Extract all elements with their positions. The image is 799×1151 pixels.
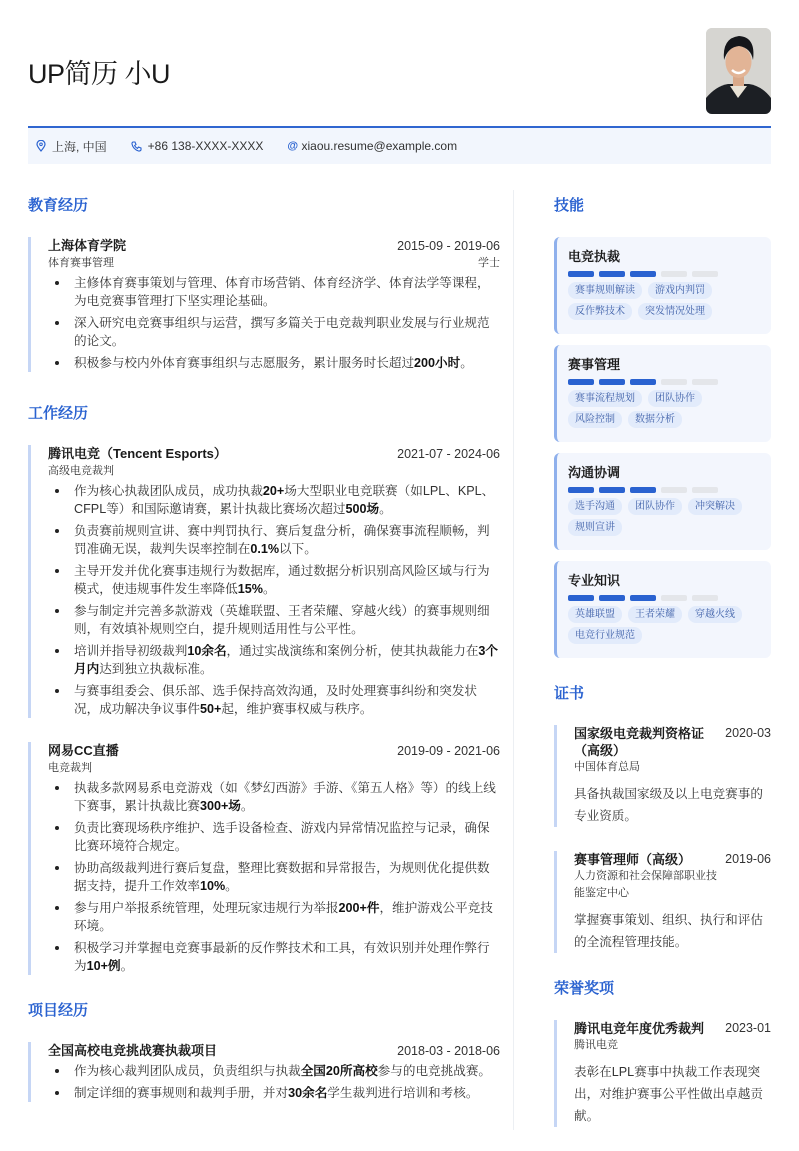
entry-date: 2023-01: [725, 1021, 771, 1035]
entry-title: 国家级电竞裁判资格证（高级）: [574, 726, 705, 758]
skill-level-bar: [568, 487, 761, 493]
entry-date: 2018-03 - 2018-06: [397, 1044, 500, 1058]
skill-tags: [568, 282, 761, 320]
skill-level-bar: [568, 271, 761, 277]
bullet-list: [48, 482, 500, 718]
skill-tag: 游戏内判罚: [648, 282, 712, 299]
bullet-list: [48, 779, 500, 975]
entry-header: [48, 237, 500, 255]
entry-header: [574, 851, 771, 868]
bullet-item: [48, 274, 500, 310]
bullet-text: 参与制定并完善多款游戏（英雄联盟、王者荣耀、穿越火线）的赛事规则细则，有效填补规则空白，提升规则适用性与公平性。: [74, 604, 490, 636]
level-segment: [630, 271, 656, 277]
highlight-text: 全国20所高校: [300, 1064, 378, 1078]
bullet-item: [48, 859, 500, 895]
highlight-text: 10+例: [86, 959, 121, 973]
level-segment: [630, 487, 656, 493]
entry-subtitle: 高级电竞裁判: [48, 465, 114, 477]
entry-subtitle: 体育赛事管理: [48, 257, 114, 269]
section-heading: 工作经历: [28, 405, 89, 422]
bullet-item: [48, 482, 500, 518]
bullet-list: [48, 274, 500, 372]
contact-email[interactable]: xiaou.resume@example.com: [301, 139, 458, 153]
entry-title: 网易CC直播: [48, 743, 119, 758]
entry-subheader: [48, 463, 500, 480]
skill-name: 电竞执裁: [568, 249, 621, 264]
bullet-text: ，通过实战演练和案例分析，使其执裁能力在: [226, 644, 479, 658]
level-segment: [599, 487, 625, 493]
bullet-text: 制定详细的赛事规则和裁判手册，并对: [74, 1086, 289, 1100]
bullet-item: [48, 354, 500, 372]
entry-title: 上海体育学院: [48, 238, 127, 253]
skill-tag: 电竞行业规范: [568, 627, 642, 644]
entry-title: 腾讯电竞（Tencent Esports）: [48, 446, 227, 461]
entry: [28, 742, 500, 975]
highlight-text: 3个月内: [74, 644, 499, 676]
highlight-text: 20+: [262, 484, 285, 498]
entry-issuer: 中国体育总局: [574, 761, 640, 773]
level-segment: [692, 271, 718, 277]
email-icon: @: [287, 140, 299, 152]
entry-date: 2019-09 - 2021-06: [397, 744, 500, 758]
skill-tag: 穿越火线: [688, 606, 742, 623]
entry-header: [48, 1042, 500, 1060]
level-segment: [661, 595, 687, 601]
section-heading: 教育经历: [28, 197, 89, 214]
bullet-item: [48, 819, 500, 855]
entry-title: 赛事管理师（高级）: [574, 852, 692, 867]
skill-tag: 选手沟通: [568, 498, 622, 515]
bullet-item: [48, 602, 500, 638]
bullet-item: [48, 522, 500, 558]
bullet-text: 积极学习并掌握电竞赛事最新的反作弊技术和工具，有效识别并处理作弊行为: [74, 941, 490, 973]
entry-description: 具备执裁国家级及以上电竞赛事的专业资质。: [574, 787, 763, 823]
highlight-text: 200小时: [414, 356, 461, 370]
highlight-text: 50+: [199, 702, 222, 716]
bullet-text: 负责比赛现场秩序维护、选手设备检查、游戏内异常情况监控与记录，确保比赛环境符合规定。: [74, 821, 490, 853]
bullet-item: [48, 314, 500, 350]
section-heading: 证书: [554, 685, 585, 702]
skill-tag: 赛事流程规划: [568, 390, 642, 407]
entry-subtitle: 电竞裁判: [48, 762, 92, 774]
skill-level-bar: [568, 379, 761, 385]
skill-name: 赛事管理: [568, 357, 621, 372]
bullet-item: [48, 779, 500, 815]
level-segment: [661, 487, 687, 493]
certificate-entry: [554, 851, 771, 953]
skill-tags: [568, 390, 761, 428]
level-segment: [630, 595, 656, 601]
skill-tag: 赛事规则解读: [568, 282, 642, 299]
entry-issuer: 腾讯电竞: [574, 1039, 618, 1051]
level-segment: [568, 595, 594, 601]
level-segment: [568, 271, 594, 277]
highlight-text: 500场: [345, 502, 380, 516]
level-segment: [661, 379, 687, 385]
bullet-text: 场大型职业电竞联赛（如LPL、KPL、CFPL等）和国际邀请赛，累计执裁比赛场次超过: [74, 484, 495, 516]
highlight-text: 15%: [237, 582, 263, 596]
highlight-text: 10余名: [187, 644, 227, 658]
skill-tag: 王者荣耀: [628, 606, 682, 623]
skill-name: 沟通协调: [568, 465, 621, 480]
bullet-text: 以下。: [279, 542, 317, 556]
bullet-text: 积极参与校内外体育赛事组织与志愿服务，累计服务时长超过: [74, 356, 415, 370]
skill-card: [554, 453, 771, 550]
entry-title: 腾讯电竞年度优秀裁判: [574, 1021, 705, 1036]
level-segment: [692, 487, 718, 493]
entry-degree: 学士: [478, 257, 500, 269]
level-segment: [599, 595, 625, 601]
level-segment: [568, 379, 594, 385]
location-icon: [36, 140, 46, 152]
bullet-text: 执裁多款网易系电竞游戏（如《梦幻西游》手游、《第五人格》等）的线上线下赛事，累计执裁比赛: [74, 781, 496, 813]
skill-tag: 团队协作: [648, 390, 702, 407]
award-entry: [554, 1020, 771, 1127]
bullet-item: [48, 642, 500, 678]
skill-tag: 风险控制: [568, 411, 622, 428]
bullet-text: 作为核心裁判团队成员，负责组织与执裁: [74, 1064, 301, 1078]
bullet-text: 。: [120, 959, 134, 973]
skill-name: 专业知识: [568, 573, 621, 588]
bullet-item: [48, 939, 500, 975]
bullet-item: [48, 562, 500, 598]
entry-header: [574, 1020, 771, 1037]
entry: [28, 237, 500, 372]
main-column: [28, 190, 500, 1126]
bullet-item: [48, 1062, 500, 1080]
entry: [28, 445, 500, 718]
bullet-text: 。: [225, 879, 238, 893]
bullet-text: 深入研究电竞赛事组织与运营，撰写多篇关于电竞裁判职业发展与行业规范的论文。: [74, 316, 490, 348]
skill-tags: [568, 498, 761, 536]
bullet-text: 达到独立执裁标准。: [99, 662, 213, 676]
skill-tag: 反作弊技术: [568, 303, 632, 320]
entry-header: [48, 742, 500, 760]
section-heading: 项目经历: [28, 1002, 89, 1019]
skill-card: [554, 237, 771, 334]
column-divider: [513, 190, 514, 1130]
bullet-text: 主导开发并优化赛事违规行为数据库，通过数据分析识别高风险区域与行为模式，使违规事件发生率降低: [74, 564, 490, 596]
bullet-text: 协助高级裁判进行赛后复盘，整理比赛数据和异常报告，为规则优化提供数据支持，提升工作效率: [74, 861, 490, 893]
skill-card: [554, 561, 771, 658]
bullet-text: 参与用户举报系统管理，处理玩家违规行为举报: [74, 901, 339, 915]
bullet-text: 。: [379, 502, 392, 516]
highlight-text: 300+场: [199, 799, 241, 813]
entry-date: 2021-07 - 2024-06: [397, 447, 500, 461]
entry-header: [574, 725, 771, 759]
entry-date: 2015-09 - 2019-06: [397, 239, 500, 253]
level-segment: [599, 379, 625, 385]
entry-header: [48, 445, 500, 463]
section-heading: 技能: [554, 197, 585, 214]
bullet-text: 起，维护赛事权威与秩序。: [221, 702, 373, 716]
contact-phone: +86 138-XXXX-XXXX: [147, 139, 264, 153]
skill-tag: 规则宣讲: [568, 519, 622, 536]
skill-tags: [568, 606, 761, 644]
bullet-text: 主修体育赛事策划与管理、体育市场营销、体育经济学、体育法学等课程，为电竞赛事管理打下坚实理论基础。: [74, 276, 490, 308]
bullet-text: 。: [460, 356, 473, 370]
skill-tag: 数据分析: [628, 411, 682, 428]
level-segment: [630, 379, 656, 385]
contact-location: 上海, 中国: [52, 139, 107, 154]
level-segment: [692, 379, 718, 385]
resume-name: UP简历 小U: [28, 59, 171, 89]
profile-photo: [706, 28, 771, 114]
bullet-text: 培训并指导初级裁判: [74, 644, 188, 658]
side-column: [554, 190, 771, 1151]
bullet-text: 负责赛前规则宣讲、赛中判罚执行、赛后复盘分析，确保赛事流程顺畅，判罚准确无误，裁判失误率控制在: [74, 524, 490, 556]
level-segment: [599, 271, 625, 277]
highlight-text: 200+件: [338, 901, 380, 915]
skill-card: [554, 345, 771, 442]
bullet-list: [48, 1062, 500, 1102]
entry-description: 掌握赛事策划、组织、执行和评估的全流程管理技能。: [574, 913, 763, 949]
entry-date: 2020-03: [725, 726, 771, 740]
bullet-text: 。: [262, 582, 276, 596]
level-segment: [692, 595, 718, 601]
entry-title: 全国高校电竞挑战赛执裁项目: [48, 1043, 218, 1058]
contact-bar: [28, 128, 771, 164]
entry-subheader: [48, 255, 500, 272]
bullet-text: 。: [240, 799, 254, 813]
bullet-text: 参与的电竞挑战赛。: [377, 1064, 492, 1078]
bullet-text: 学生裁判进行培训和考核。: [327, 1086, 479, 1100]
bullet-text: 作为核心执裁团队成员，成功执裁: [74, 484, 263, 498]
skill-tag: 突发情况处理: [638, 303, 712, 320]
entry-issuer: 人力资源和社会保障部职业技能鉴定中心: [574, 870, 717, 899]
section-heading: 荣誉奖项: [554, 980, 615, 997]
skill-tag: 冲突解决: [688, 498, 742, 515]
entry-subheader: [48, 760, 500, 777]
bullet-text: 与赛事组委会、俱乐部、选手保持高效沟通，及时处理赛事纠纷和突发状况，成功解决争议事件: [74, 684, 477, 716]
bullet-item: [48, 682, 500, 718]
phone-icon: [131, 141, 142, 152]
bullet-item: [48, 899, 500, 935]
skill-level-bar: [568, 595, 761, 601]
entry-date: 2019-06: [725, 852, 771, 866]
level-segment: [661, 271, 687, 277]
highlight-text: 10%: [199, 879, 226, 893]
highlight-text: 30余名: [288, 1086, 328, 1100]
skill-tag: 团队协作: [628, 498, 682, 515]
highlight-text: 0.1%: [250, 542, 280, 556]
bullet-item: [48, 1084, 500, 1102]
level-segment: [568, 487, 594, 493]
entry-description: 表彰在LPL赛事中执裁工作表现突出，对维护赛事公平性做出卓越贡献。: [574, 1065, 763, 1123]
skill-tag: 英雄联盟: [568, 606, 622, 623]
bullet-text: ，维护游戏公平竞技环境。: [74, 901, 493, 933]
entry: [28, 1042, 500, 1102]
certificate-entry: [554, 725, 771, 827]
